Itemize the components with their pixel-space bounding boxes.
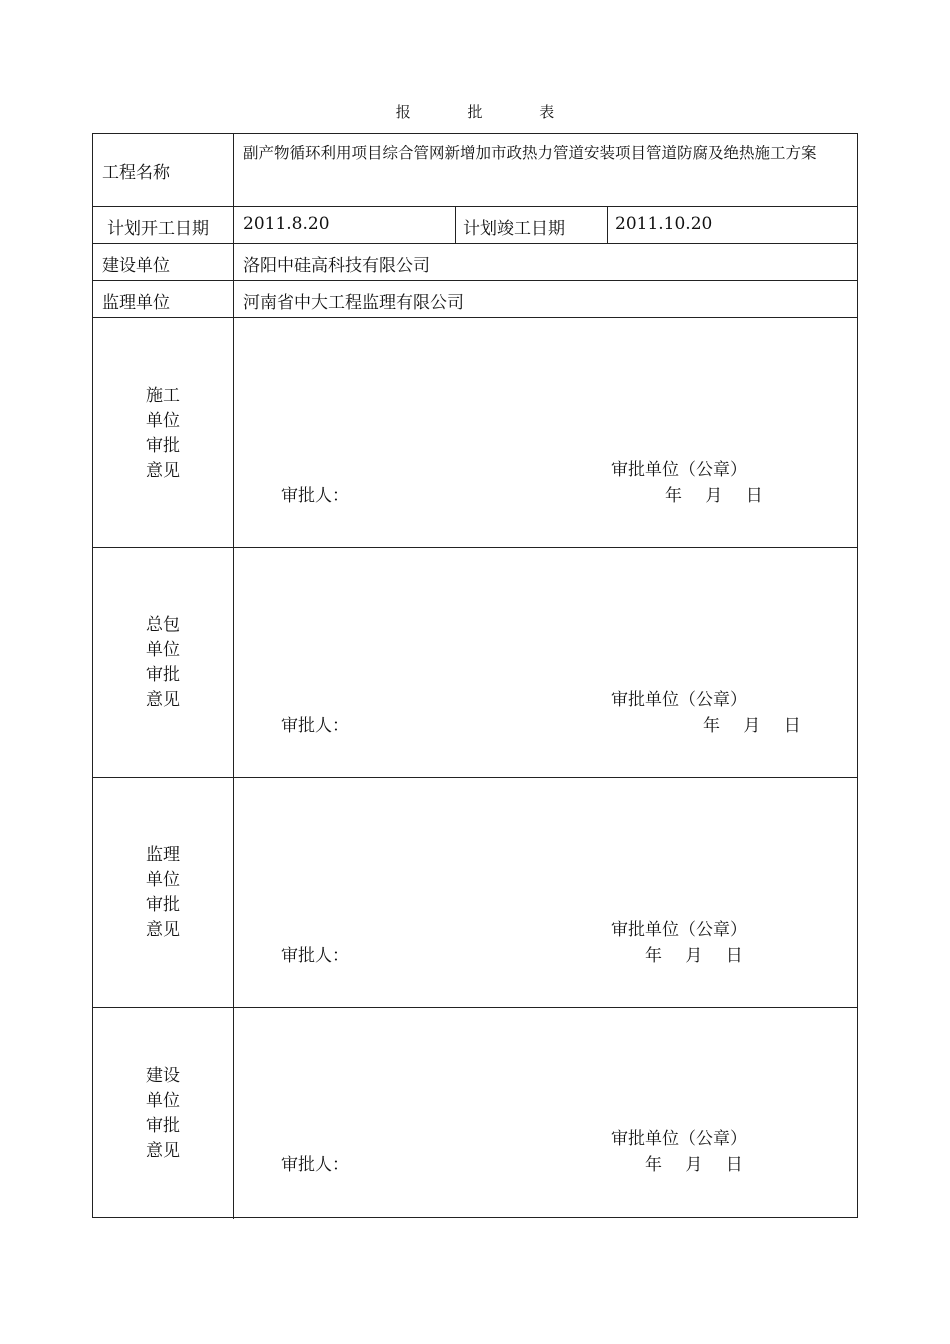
approval-form-table <box>92 133 858 1218</box>
section-divider <box>93 777 857 778</box>
supervisor-label: 监理单位 <box>102 293 170 313</box>
row-divider <box>93 280 857 281</box>
row-divider <box>93 317 857 318</box>
owner-date-label: 年 月 日 <box>645 1155 743 1175</box>
project-name-value: 副产物循环利用项目综合管网新增加市政热力管道安装项目管道防腐及绝热施工方案 <box>243 144 817 162</box>
general-contractor-approver-label: 审批人： <box>281 716 349 736</box>
general-contractor-approval-label: 总包 单位 审批 意见 <box>146 615 180 710</box>
end-date-label: 计划竣工日期 <box>463 219 565 239</box>
label-column-divider <box>233 134 234 1219</box>
row-divider <box>93 243 857 244</box>
general-contractor-stamp-label: 审批单位（公章） <box>611 690 747 710</box>
section-divider <box>93 1007 857 1008</box>
supervisor-value: 河南省中大工程监理有限公司 <box>243 293 464 313</box>
builder-label: 建设单位 <box>102 256 170 276</box>
section-divider <box>93 547 857 548</box>
general-contractor-date-label: 年 月 日 <box>703 716 801 736</box>
form-title: 报 批 表 <box>395 103 581 121</box>
date-column-divider <box>607 206 608 243</box>
construction-stamp-label: 审批单位（公章） <box>611 460 747 480</box>
construction-date-label: 年 月 日 <box>665 486 763 506</box>
supervision-approver-label: 审批人： <box>281 946 349 966</box>
owner-stamp-label: 审批单位（公章） <box>611 1129 747 1149</box>
start-date-label: 计划开工日期 <box>107 219 209 239</box>
date-column-divider <box>455 206 456 243</box>
construction-approval-label: 施工 单位 审批 意见 <box>146 386 180 481</box>
supervision-stamp-label: 审批单位（公章） <box>611 920 747 940</box>
owner-approval-label: 建设 单位 审批 意见 <box>146 1066 180 1161</box>
end-date-value: 2011.10.20 <box>615 214 713 234</box>
construction-approver-label: 审批人： <box>281 486 349 506</box>
owner-approver-label: 审批人： <box>281 1155 349 1175</box>
supervision-approval-label: 监理 单位 审批 意见 <box>146 845 180 940</box>
start-date-value: 2011.8.20 <box>243 214 330 234</box>
project-name-label: 工程名称 <box>102 163 170 183</box>
supervision-date-label: 年 月 日 <box>645 946 743 966</box>
row-divider <box>93 206 857 207</box>
builder-value: 洛阳中硅高科技有限公司 <box>243 256 430 276</box>
